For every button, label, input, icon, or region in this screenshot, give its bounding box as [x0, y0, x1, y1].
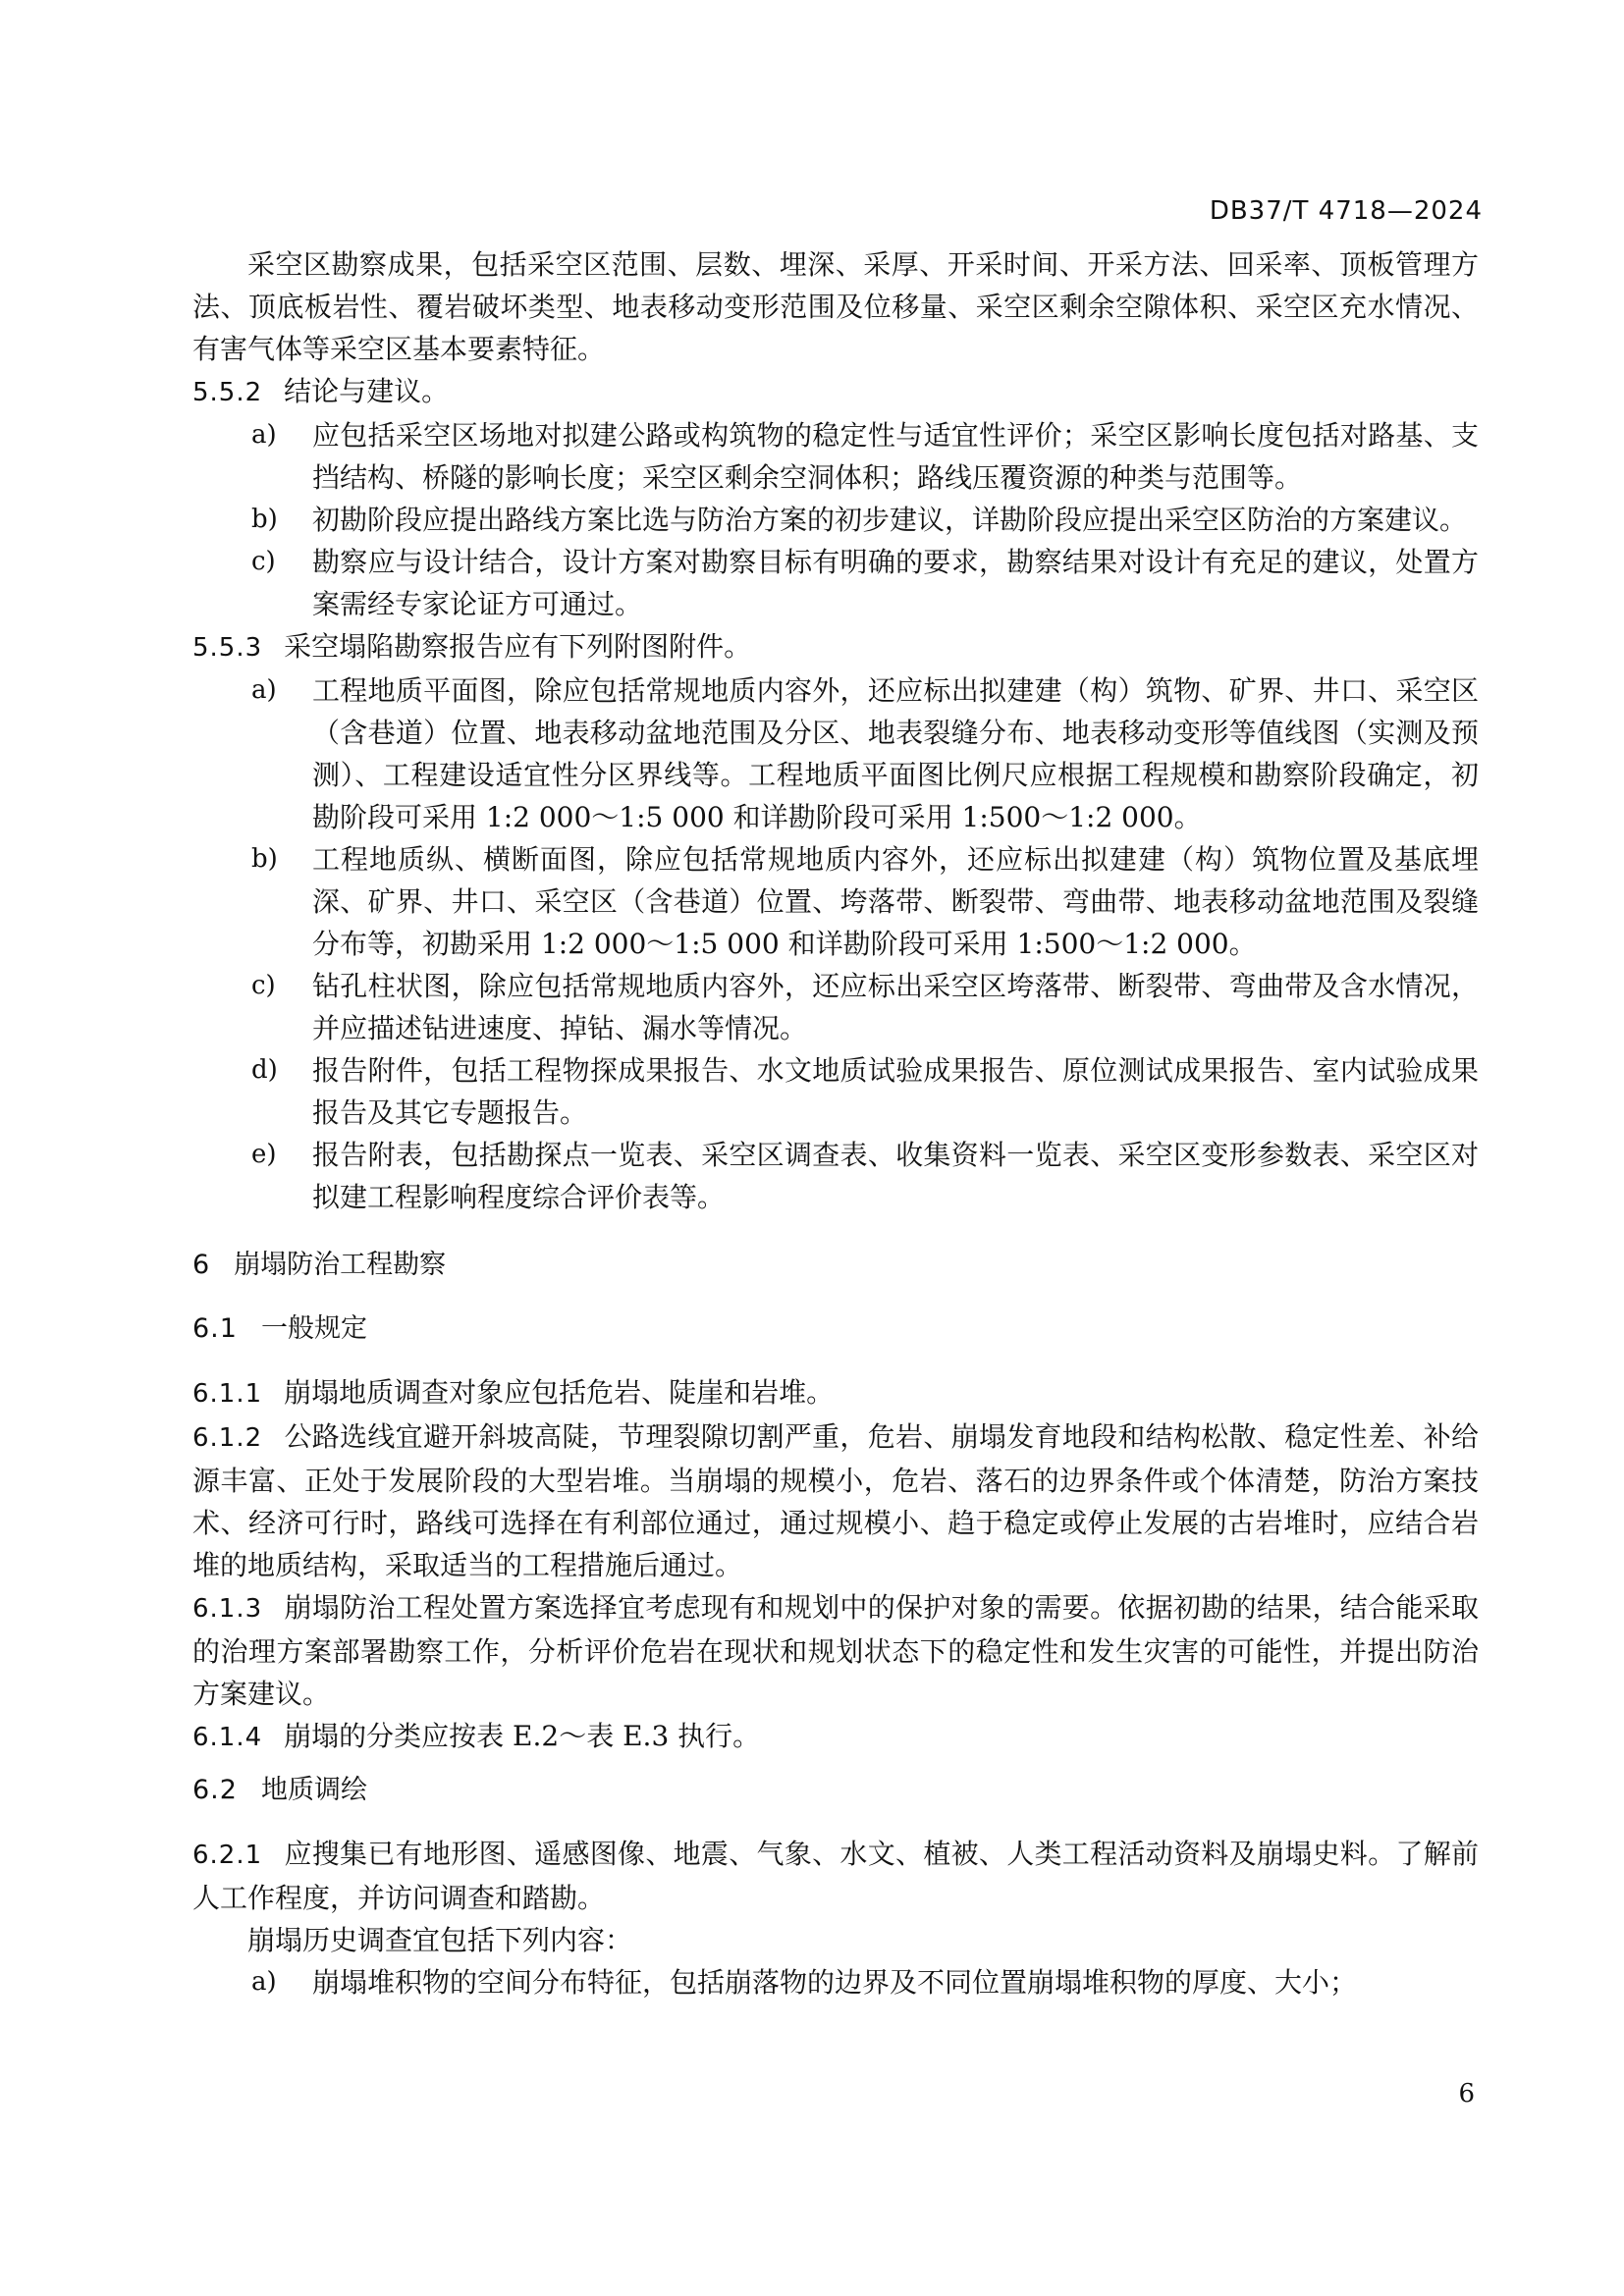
clause-6-1-1 — [192, 1371, 1479, 1415]
list-label: a) — [251, 420, 277, 450]
list-label: b) — [251, 505, 278, 534]
list-item — [192, 1961, 1479, 2003]
section-title: 一般规定 — [260, 1313, 367, 1344]
list-label: c) — [251, 547, 276, 576]
clause-text: 崩塌防治工程处置方案选择宜考虑现有和规划中的保护对象的需要。依据初勘的结果，结合能采取的治理方案部署勘察工作，分析评价危岩在现状和规划状态下的稳定性和发生灾害的可能性，并提出防治方案建议。 — [192, 1591, 1479, 1710]
list-label: d) — [251, 1055, 278, 1085]
page-number: 6 — [1458, 2079, 1475, 2109]
list-label: a) — [251, 675, 277, 705]
list-item — [192, 1134, 1479, 1218]
list-text: 报告附件，包括工程物探成果报告、水文地质试验成果报告、原位测试成果报告、室内试验成果报告及其它专题报告。 — [312, 1054, 1479, 1129]
clause-6-2-1 — [192, 1833, 1479, 1919]
list-label: c) — [251, 971, 276, 1000]
section-number: 6.2 — [192, 1775, 238, 1805]
intro-paragraph: 采空区勘察成果，包括采空区范围、层数、埋深、采厚、开采时间、开采方法、回采率、顶板管理方法、顶底板岩性、覆岩破坏类型、地表移动变形范围及位移量、采空区剩余空隙体积、采空区充水情况、有害气体等采空区基本要素特征。 — [192, 248, 1479, 365]
list-item — [192, 669, 1479, 838]
chapter-number: 6 — [192, 1250, 211, 1280]
clause-number: 5.5.2 — [192, 378, 263, 407]
chapter-heading — [192, 1244, 1479, 1286]
document-code: DB37/T 4718—2024 — [1209, 196, 1483, 226]
clause-6-1-2 — [192, 1415, 1479, 1586]
list-item — [192, 965, 1479, 1049]
list-item — [192, 1049, 1479, 1134]
section-heading — [192, 1769, 1479, 1811]
clause-5-5-2 — [192, 370, 1479, 414]
clause-6-1-3 — [192, 1586, 1479, 1715]
clause-text: 结论与建议。 — [284, 375, 450, 407]
clause-number: 5.5.3 — [192, 633, 263, 663]
section-number: 6.1 — [192, 1313, 238, 1344]
list-label: b) — [251, 844, 278, 874]
clause-number: 6.1.2 — [192, 1423, 263, 1453]
clause-number: 6.1.1 — [192, 1379, 263, 1409]
clause-number: 6.1.3 — [192, 1594, 263, 1624]
page-content — [192, 243, 1479, 2003]
list-text: 勘察应与设计结合，设计方案对勘察目标有明确的要求，勘察结果对设计有充足的建议，处置方案需经专家论证方可通过。 — [312, 546, 1479, 620]
list-item — [192, 838, 1479, 965]
clause-text: 应搜集已有地形图、遥感图像、地震、气象、水文、植被、人类工程活动资料及崩塌史料。了解前人工作程度，并访问调查和踏勘。 — [192, 1838, 1479, 1914]
list-text: 工程地质纵、横断面图，除应包括常规地质内容外，还应标出拟建建（构）筑物位置及基底埋深、矿界、井口、采空区（含巷道）位置、垮落带、断裂带、弯曲带、地表移动盆地范围及裂缝分布等，初勘采用 1:2 000～1:5 000 和详勘阶段可采用 1:500～1:2 000。 — [312, 843, 1479, 960]
list-text: 应包括采空区场地对拟建公路或构筑物的稳定性与适宜性评价；采空区影响长度包括对路基、支挡结构、桥隧的影响长度；采空区剩余空洞体积；路线压覆资源的种类与范围等。 — [312, 419, 1479, 494]
list-label: a) — [251, 1967, 277, 1997]
list-item — [192, 541, 1479, 625]
list-item — [192, 499, 1479, 541]
clause-number: 6.2.1 — [192, 1841, 263, 1870]
clause-text: 崩塌的分类应按表 E.2～表 E.3 执行。 — [284, 1720, 761, 1752]
list-text: 崩塌堆积物的空间分布特征，包括崩落物的边界及不同位置崩塌堆积物的厚度、大小； — [312, 1966, 1358, 1999]
clause-text: 采空塌陷勘察报告应有下列附图附件。 — [284, 630, 752, 663]
list-text: 初勘阶段应提出路线方案比选与防治方案的初步建议，详勘阶段应提出采空区防治的方案建议。 — [312, 504, 1468, 536]
list-text: 报告附表，包括勘探点一览表、采空区调查表、收集资料一览表、采空区变形参数表、采空区对拟建工程影响程度综合评价表等。 — [312, 1139, 1479, 1213]
list-label: e) — [251, 1140, 277, 1169]
list-text: 工程地质平面图，除应包括常规地质内容外，还应标出拟建建（构）筑物、矿界、井口、采空区（含巷道）位置、地表移动盆地范围及分区、地表裂缝分布、地表移动变形等值线图（实测及预测）、工程建设适宜性分区界线等。工程地质平面图比例尺应根据工程规模和勘察阶段确定，初勘阶段可采用 1:2 000～1:5 000 和详勘阶段可采用 1:500～1:2 000。 — [312, 674, 1479, 833]
clause-text: 公路选线宜避开斜坡高陡，节理裂隙切割严重，危岩、崩塌发育地段和结构松散、稳定性差、补给源丰富、正处于发展阶段的大型岩堆。当崩塌的规模小，危岩、落石的边界条件或个体清楚，防治方案技术、经济可行时，路线可选择在有利部位通过，通过规模小、趋于稳定或停止发展的古岩堆时，应结合岩堆的地质结构，采取适当的工程措施后通过。 — [192, 1420, 1479, 1581]
clause-text: 崩塌地质调查对象应包括危岩、陡崖和岩堆。 — [284, 1376, 835, 1409]
section-heading — [192, 1308, 1479, 1350]
list-item — [192, 414, 1479, 499]
section-title: 地质调绘 — [260, 1775, 367, 1805]
clause-number: 6.1.4 — [192, 1723, 263, 1752]
paragraph: 崩塌历史调查宜包括下列内容： — [247, 1924, 633, 1956]
list-text: 钻孔柱状图，除应包括常规地质内容外，还应标出采空区垮落带、断裂带、弯曲带及含水情况，并应描述钻进速度、掉钻、漏水等情况。 — [312, 970, 1479, 1044]
clause-6-1-4 — [192, 1715, 1479, 1759]
clause-5-5-3 — [192, 625, 1479, 669]
chapter-title: 崩塌防治工程勘察 — [234, 1250, 447, 1280]
